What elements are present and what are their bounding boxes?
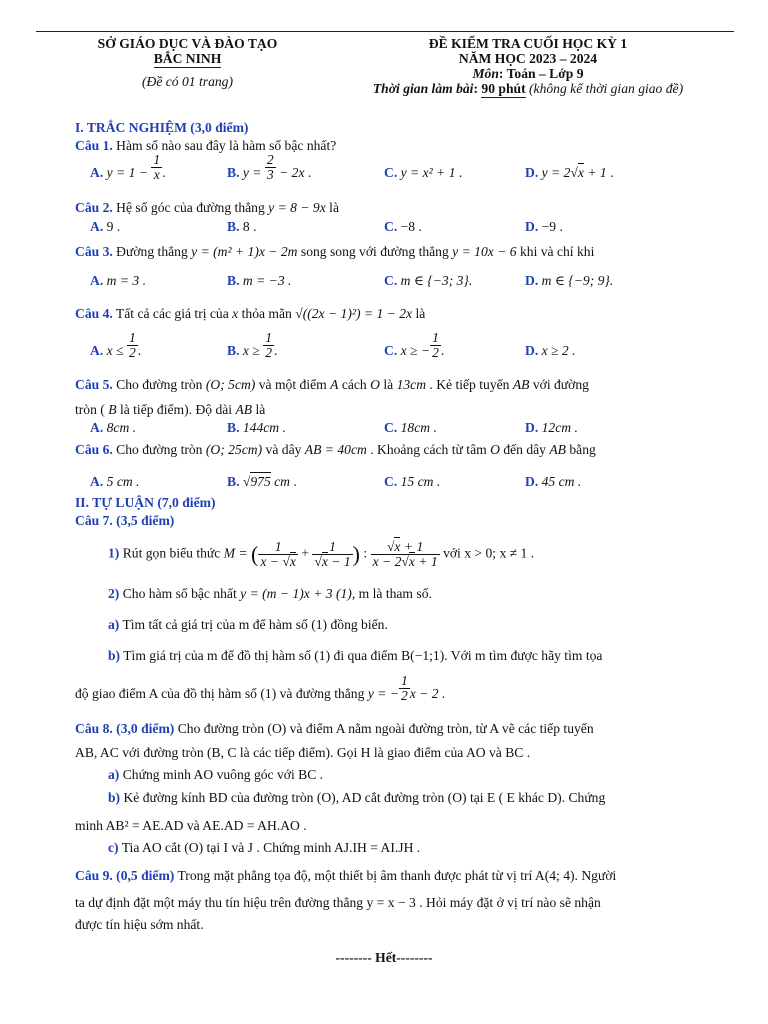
question-9-cont-2: được tín hiệu sớm nhất.	[75, 917, 204, 932]
q5-option-d: D. 12cm .	[525, 420, 578, 435]
question-6-options	[90, 474, 740, 494]
section-essay: II. TỰ LUẬN (7,0 điểm)	[75, 495, 216, 510]
q4-option-a: A. x ≤ $\frac{1}{2}$ .	[90, 330, 142, 361]
question-1: Câu 1. Hàm số nào sau đây là hàm số bậc nhất?	[75, 138, 337, 153]
question-8-part-b: b) Kẻ đường kính BD của đường tròn (O), AD cắt đường tròn (O) tại E ( E khác D). Chứng	[108, 790, 606, 805]
question-7-part-2b: b) Tìm giá trị của m để đồ thị hàm số (1) đi qua điểm B(−1;1). Với m tìm được hãy tìm tọa	[108, 648, 603, 663]
q4-option-c: C. x ≥ − $\frac{1}{2}$ .	[384, 330, 445, 361]
question-8: Câu 8. (3,0 điểm) Cho đường tròn (O) và điểm A nằm ngoài đường tròn, từ A vẽ các tiếp tuyến	[75, 721, 594, 736]
q1-option-a: A. y = 1 − $\frac{1}{x}$ .	[90, 152, 166, 183]
end-marker: -------- Hết--------	[335, 950, 433, 965]
question-5-cont: tròn ( B là tiếp điểm). Độ dài AB là	[75, 402, 266, 417]
q4-option-d: D. x ≥ 2 .	[525, 343, 576, 358]
question-7-title: Câu 7. (3,5 điểm)	[75, 513, 175, 528]
question-7-part-2b-cont: độ giao điểm A của đồ thị hàm số (1) và đường thẳng y = − $\frac{1}{2}$ x − 2 .	[75, 673, 446, 704]
province-name: BẮC NINH	[153, 51, 222, 66]
question-8-part-c: c) Tia AO cắt (O) tại I và J . Chứng minh AJ.IH = AI.JH .	[108, 840, 421, 855]
question-6: Câu 6. Cho đường tròn (O; 25cm) và dây AB = 40cm . Khoảng cách từ tâm O đến dây AB bằng	[75, 442, 596, 457]
page-count-note: (Đề có 01 trang)	[142, 74, 233, 89]
q6-option-d: D. 45 cm .	[525, 474, 582, 489]
q1-option-d: D. y = 2√x + 1 .	[525, 165, 614, 180]
question-7-part-2a: a) Tìm tất cả giá trị của m để hàm số (1) đồng biến.	[108, 617, 388, 632]
top-rule	[36, 31, 734, 32]
school-year: NĂM HỌC 2023 – 2024	[458, 51, 598, 66]
q5-option-a: A. 8cm .	[90, 420, 137, 435]
q2-option-c: C. −8 .	[384, 219, 422, 234]
header-right	[318, 36, 738, 98]
q6-option-b: B. √975 cm .	[227, 474, 297, 489]
q3-option-a: A. m = 3 .	[90, 273, 146, 288]
question-8-part-a: a) Chứng minh AO vuông góc với BC .	[108, 767, 324, 782]
time-line: Thời gian làm bài: 90 phút (không kể thời gian giao đề)	[372, 81, 684, 96]
section-multiple-choice: I. TRẮC NGHIỆM (3,0 điểm)	[75, 120, 249, 135]
q1-option-b: B. y = $\frac{2}{3}$ − 2x .	[227, 152, 312, 183]
question-9: Câu 9. (0,5 điểm) Trong mặt phẳng tọa độ, một thiết bị âm thanh được phát từ vị trí A(4; 4). Người	[75, 868, 617, 883]
question-9-cont: ta dự định đặt một máy thu tín hiệu trên đường thẳng y = x − 3 . Hỏi máy đặt ở vị trí nào sẽ nhận	[75, 895, 601, 910]
question-7-part-1: 1) Rút gọn biểu thức M = ( $\frac{1}{x - √x}$ + $\frac{1}{√x - 1}$ ) : $\frac{√x + 1}{x - 2√x + 1}$ với x > 0; x ≠ 1 .	[108, 539, 535, 569]
header-left	[60, 36, 315, 89]
q2-option-a: A. 9 .	[90, 219, 121, 234]
q3-option-c: C. m ∈ {−3; 3}.	[384, 273, 473, 288]
q3-option-b: B. m = −3 .	[227, 273, 292, 288]
exam-title: ĐỀ KIỂM TRA CUỐI HỌC KỲ 1	[428, 36, 628, 51]
subject-line: Môn: Toán – Lớp 9	[472, 66, 584, 81]
q3-option-d: D. m ∈ {−9; 9}.	[525, 273, 614, 288]
question-2-options	[90, 219, 740, 239]
q4-option-b: B. x ≥ $\frac{1}{2}$ .	[227, 330, 278, 361]
question-3-options	[90, 273, 740, 293]
question-8-part-b-cont: minh AB² = AE.AD và AE.AD = AH.AO .	[75, 818, 307, 833]
question-4-options	[90, 330, 740, 363]
q2-option-b: B. 8 .	[227, 219, 257, 234]
question-5: Câu 5. Cho đường tròn (O; 5cm) và một điểm A cách O là 13cm . Kẻ tiếp tuyến AB với đường	[75, 377, 589, 392]
question-7-part-2: 2) Cho hàm số bậc nhất y = (m − 1)x + 3 (1), m là tham số.	[108, 586, 432, 601]
q6-option-c: C. 15 cm .	[384, 474, 441, 489]
q5-option-b: B. 144cm .	[227, 420, 286, 435]
question-2: Câu 2. Hệ số góc của đường thẳng y = 8 − 9x là	[75, 200, 339, 215]
question-1-options	[90, 152, 740, 185]
q5-option-c: C. 18cm .	[384, 420, 437, 435]
question-8-cont: AB, AC với đường tròn (B, C là các tiếp điểm). Gọi H là giao điểm của AO và BC .	[75, 745, 531, 760]
department-name: SỞ GIÁO DỤC VÀ ĐÀO TẠO	[97, 36, 278, 51]
question-5-options	[90, 420, 740, 440]
question-4: Câu 4. Tất cả các giá trị của x thỏa mãn √((2x − 1)²) = 1 − 2x là	[75, 306, 426, 321]
q6-option-a: A. 5 cm .	[90, 474, 140, 489]
q2-option-d: D. −9 .	[525, 219, 563, 234]
question-3: Câu 3. Đường thẳng y = (m² + 1)x − 2m song song với đường thẳng y = 10x − 6 khi và chỉ khi	[75, 244, 595, 259]
q1-option-c: C. y = x² + 1 .	[384, 165, 463, 180]
